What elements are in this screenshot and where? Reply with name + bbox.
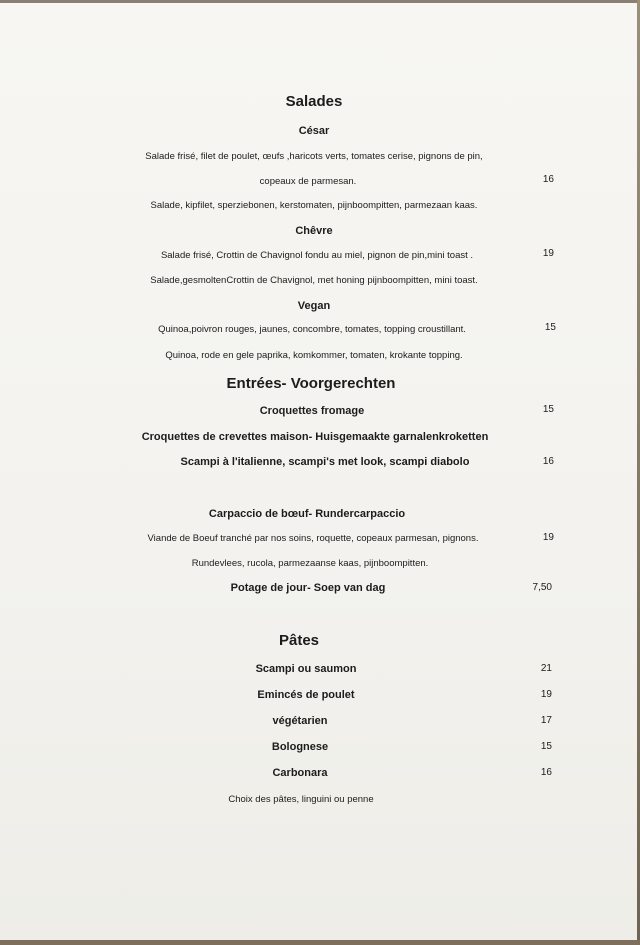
dish-name: Emincés de poulet — [257, 689, 355, 701]
dish-price: 16 — [540, 767, 552, 778]
dish-price: 16 — [542, 456, 554, 467]
dish-name-vegan: Vegan — [297, 300, 331, 312]
bottom-edge — [0, 940, 640, 945]
dish-name: Croquettes de crevettes maison- Huisgemaakte garnalenkroketten — [141, 431, 489, 443]
dish-price: 7,50 — [532, 582, 552, 593]
dish-name-chevre: Chêvre — [295, 225, 333, 237]
dish-name-cesar: César — [298, 125, 330, 137]
dish-name: Scampi à l'italienne, scampi's met look, scampi diabolo — [180, 456, 470, 468]
dish-description-fr: copeaux de parmesan. — [259, 176, 357, 187]
dish-description-fr: Viande de Boeuf tranché par nos soins, roquette, copeaux parmesan, pignons. — [147, 533, 479, 544]
dish-name: Carbonara — [272, 767, 328, 779]
dish-price: 16 — [542, 174, 554, 185]
section-title-salades: Salades — [285, 93, 343, 110]
dish-price: 15 — [540, 741, 552, 752]
dish-name: Bolognese — [271, 741, 329, 753]
dish-price: 17 — [540, 715, 552, 726]
pasta-note: Choix des pâtes, linguini ou penne — [228, 794, 374, 805]
top-edge — [0, 0, 640, 3]
dish-price: 15 — [544, 322, 556, 333]
dish-name: Carpaccio de bœuf- Rundercarpaccio — [208, 508, 406, 520]
dish-price: 19 — [540, 689, 552, 700]
dish-description-nl: Salade,gesmoltenCrottin de Chavignol, met honing pijnboompitten, mini toast. — [150, 275, 478, 286]
dish-name: végétarien — [272, 715, 328, 727]
dish-price: 19 — [542, 532, 554, 543]
dish-description-fr: Quinoa,poivron rouges, jaunes, concombre, tomates, topping croustillant. — [158, 324, 466, 335]
dish-description-nl: Rundevlees, rucola, parmezaanse kaas, pijnboompitten. — [191, 558, 429, 569]
dish-description-nl: Quinoa, rode en gele paprika, komkommer, tomaten, krokante topping. — [165, 350, 463, 361]
section-title-entrees: Entrées- Voorgerechten — [226, 375, 396, 392]
dish-price: 19 — [542, 248, 554, 259]
section-title-pates: Pâtes — [278, 632, 320, 649]
dish-description-nl: Salade, kipfilet, sperziebonen, kerstomaten, pijnboompitten, parmezaan kaas. — [150, 200, 478, 211]
dish-name: Croquettes fromage — [259, 405, 365, 417]
dish-name: Scampi ou saumon — [255, 663, 357, 675]
dish-description-fr: Salade frisé, Crottin de Chavignol fondu au miel, pignon de pin,mini toast . — [160, 250, 474, 261]
dish-description-fr: Salade frisé, filet de poulet, œufs ,haricots verts, tomates cerise, pignons de pin, — [145, 151, 483, 162]
dish-price: 21 — [540, 663, 552, 674]
dish-price: 15 — [542, 404, 554, 415]
dish-name: Potage de jour- Soep van dag — [230, 582, 386, 594]
